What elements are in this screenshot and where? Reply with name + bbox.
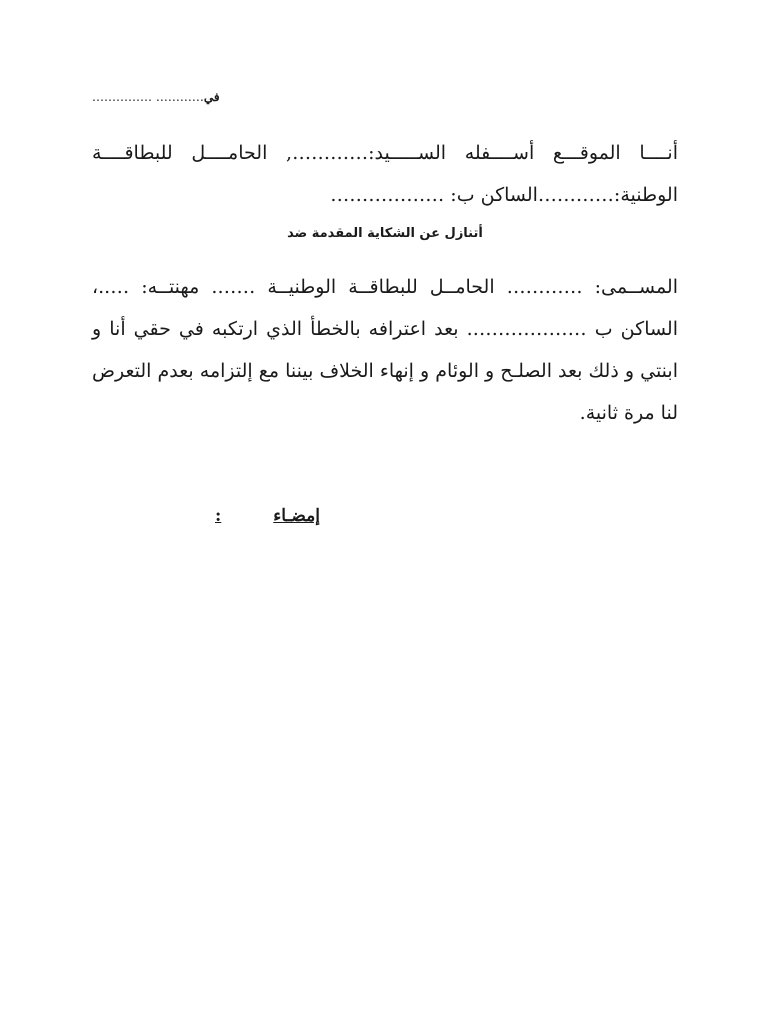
signature-colon: : — [214, 506, 222, 526]
document-heading: أتنازل عن الشكاية المقدمة ضد — [287, 226, 483, 241]
date-placeholder: ………… …………… — [92, 90, 204, 104]
signature-label: إمضـاء — [273, 506, 320, 526]
declarant-paragraph: أنــــا الموقـــع أســــفله الســـــيد:…………, الحامــــل للبطاقــــة الوطنية:…………الساكن ب: ……………… — [92, 142, 678, 206]
date-line — [92, 90, 292, 104]
complaint-paragraph: المســمى: ………… الحامــل للبطاقــة الوطنيــة ……. مهنتــه: …..، الساكن ب ………………. بعد اعترافه بالخطأ الذي ارتكبه في حقي أنا و ابنتي و ذلك بعد الصلـح و الوئام و إنهاء الخلاف بيننا مع إلتزامه بعدم التعرض لنا مرة ثانية. — [92, 276, 678, 424]
date-label: في — [203, 90, 220, 104]
signature-line — [180, 506, 320, 526]
